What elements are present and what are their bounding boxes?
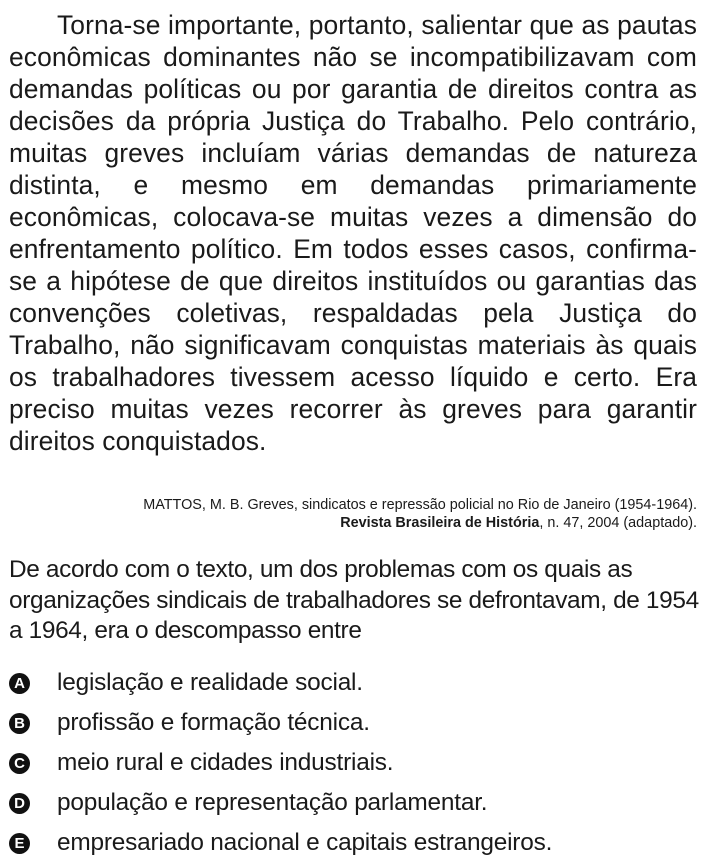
option-b[interactable] (9, 703, 699, 743)
option-letter-a-icon: A (9, 673, 30, 694)
option-d-text: população e representação parlamentar. (57, 789, 488, 816)
source-citation (7, 496, 697, 532)
question-stem: De acordo com o texto, um dos problemas com os quais as organizações sindicais de trabalhadores se defrontavam, de 1954 a 1964, era o descompasso entre (9, 556, 699, 644)
citation-line-1: MATTOS, M. B. Greves, sindicatos e repressão policial no Rio de Janeiro (1954-1964). (143, 497, 697, 513)
option-e[interactable] (9, 823, 699, 863)
passage-text: Torna-se importante, portanto, salientar que as pautas econômicas dominantes não se incompatibilizavam com demandas políticas ou por garantia de direitos contra as decisões da própria Justiça do Trabalho. Pelo contrário, muitas greves incluíam várias demandas de natureza distinta, e mesmo em demandas primariamente econômicas, colocava-se muitas vezes a dimensão do enfrentamento político. Em todos esses casos, confirma-se a hipótese de que direitos instituídos ou garantias das convenções coletivas, respaldadas pela Justiça do Trabalho, não significavam conquistas materiais às quais os trabalhadores tivessem acesso líquido e certo. Era preciso muitas vezes recorrer às greves para garantir direitos conquistados. (9, 10, 697, 456)
option-letter-d-icon: D (9, 793, 30, 814)
option-letter-b-icon: B (9, 713, 30, 734)
option-c-text: meio rural e cidades industriais. (57, 749, 394, 776)
answer-options (9, 663, 699, 863)
option-e-text: empresariado nacional e capitais estrangeiros. (57, 829, 553, 856)
option-b-text: profissão e formação técnica. (57, 709, 370, 736)
option-letter-e-icon: E (9, 833, 30, 854)
citation-journal: Revista Brasileira de História (340, 515, 540, 531)
option-a[interactable] (9, 663, 699, 703)
citation-details: , n. 47, 2004 (adaptado). (539, 515, 697, 531)
option-letter-c-icon: C (9, 753, 30, 774)
option-d[interactable] (9, 783, 699, 823)
option-c[interactable] (9, 743, 699, 783)
option-a-text: legislação e realidade social. (57, 669, 363, 696)
citation-line-2 (7, 514, 697, 532)
